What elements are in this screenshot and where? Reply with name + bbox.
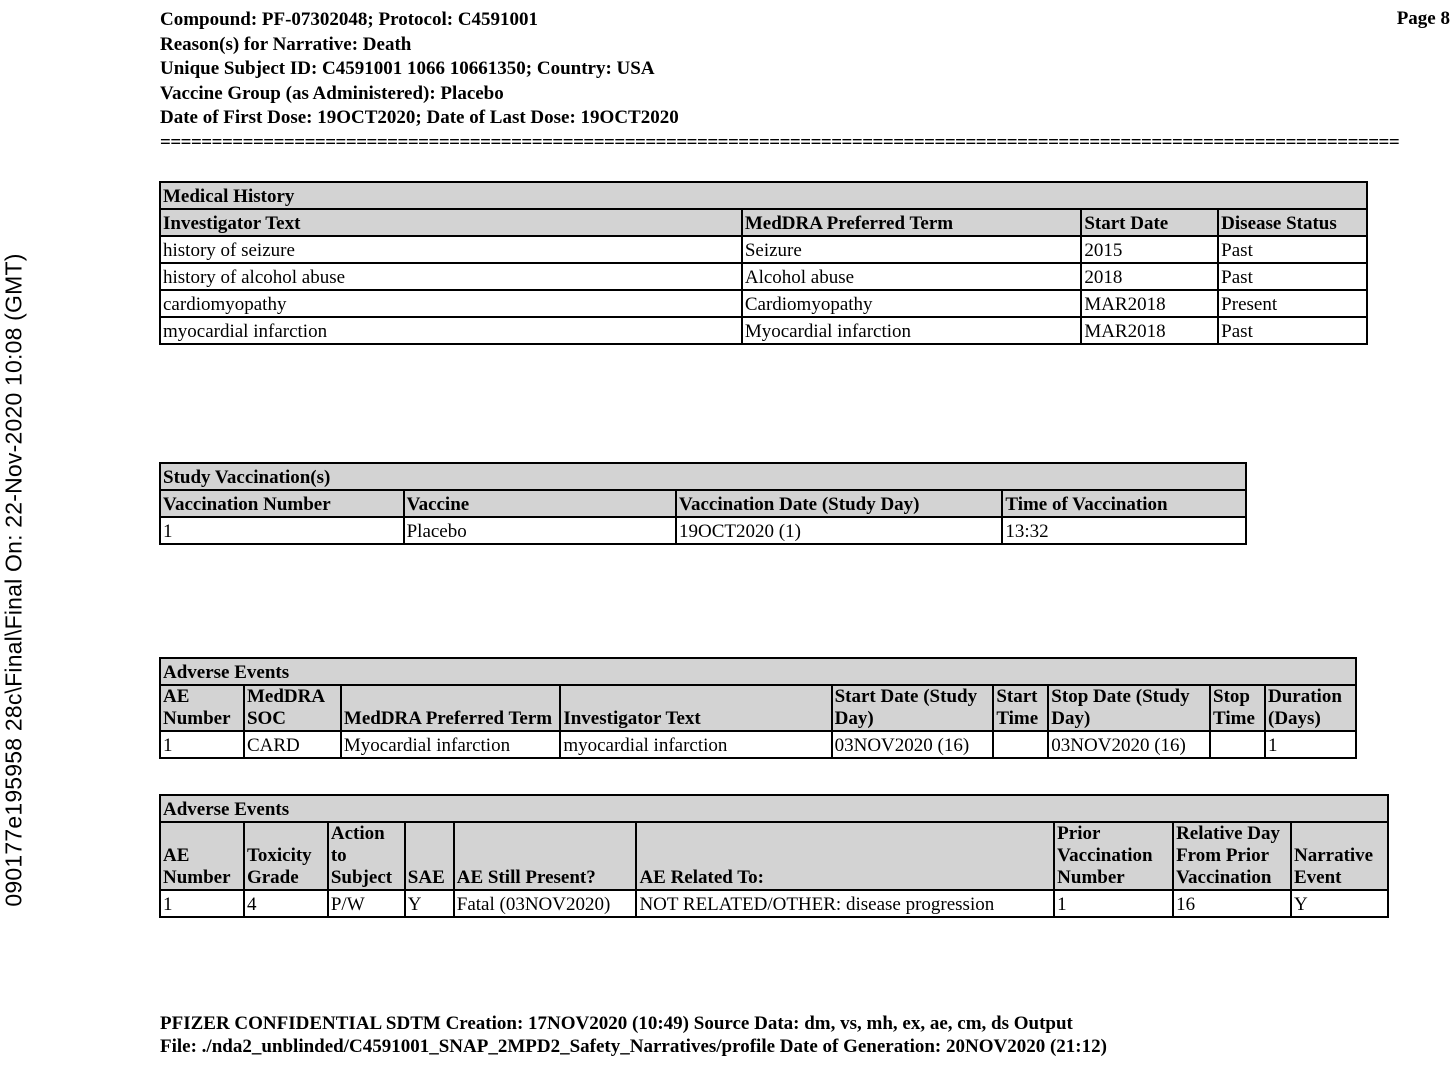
column-header: AE Number [160,822,244,890]
table-cell: 1 [160,890,244,917]
table-title: Adverse Events [160,658,1356,685]
study-vaccination-table [159,462,1247,545]
table-cell [993,731,1048,758]
table-cell: 2015 [1081,236,1218,263]
column-header: Vaccination Date (Study Day) [676,490,1002,517]
table-cell: Past [1218,236,1367,263]
column-header: AE Related To: [636,822,1054,890]
column-header: Time of Vaccination [1002,490,1246,517]
table-cell: Seizure [742,236,1081,263]
adverse-events-table-2 [159,794,1389,918]
table-cell: history of seizure [160,236,742,263]
table-cell: Y [1291,890,1388,917]
table-row [160,890,1388,917]
column-header: SAE [405,822,454,890]
table-cell: Myocardial infarction [341,731,560,758]
column-header: Start Time [993,685,1048,731]
table-cell: Fatal (03NOV2020) [454,890,637,917]
column-header: Vaccination Number [160,490,404,517]
column-header: Investigator Text [560,685,831,731]
table-cell: Placebo [404,517,676,544]
column-header: AE Number [160,685,244,731]
table-cell: 1 [1054,890,1173,917]
medical-history-table [159,181,1368,345]
column-header: Relative Day From Prior Vaccination [1173,822,1291,890]
table-cell: 2018 [1081,263,1218,290]
table-cell: Present [1218,290,1367,317]
document-id-stamp: 090177e195958 28c\Final\Final On: 22-Nov-2020 10:08 (GMT) [0,253,27,907]
table-cell: history of alcohol abuse [160,263,742,290]
table-cell: myocardial infarction [560,731,831,758]
page-number: Page 8 [1396,8,1450,29]
reason-line: Reason(s) for Narrative: Death [160,33,412,55]
table-cell: 1 [1265,731,1356,758]
vaccine-group-line: Vaccine Group (as Administered): Placebo [160,82,504,104]
compound-protocol-line: Compound: PF-07302048; Protocol: C4591001 [160,9,539,30]
table-cell: 16 [1173,890,1291,917]
table-cell: 1 [160,517,404,544]
column-header: Toxicity Grade [244,822,328,890]
column-header: MedDRA Preferred Term [341,685,560,731]
narrative-header [160,8,679,131]
table-cell: 13:32 [1002,517,1246,544]
subject-id-line: Unique Subject ID: C4591001 1066 10661350; Country: USA [160,58,655,79]
table-cell: CARD [244,731,341,758]
column-header: Start Date [1081,209,1218,236]
table-cell: Cardiomyopathy [742,290,1081,317]
table-cell: 03NOV2020 (16) [1048,731,1210,758]
table-cell: 19OCT2020 (1) [676,517,1002,544]
table-row [160,317,1367,344]
table-row [160,731,1356,758]
column-header: Narrative Event [1291,822,1388,890]
table-cell: 1 [160,731,244,758]
table-cell: P/W [328,890,405,917]
table-title: Study Vaccination(s) [160,463,1246,490]
table-cell: cardiomyopathy [160,290,742,317]
table-cell: Past [1218,317,1367,344]
table-cell: myocardial infarction [160,317,742,344]
table-title: Adverse Events [160,795,1388,822]
column-header: Prior Vaccination Number [1054,822,1173,890]
column-header: Duration (Days) [1265,685,1356,731]
table-cell: NOT RELATED/OTHER: disease progression [636,890,1054,917]
table-cell: Y [405,890,454,917]
table-cell: MAR2018 [1081,317,1218,344]
adverse-events-table-1 [159,657,1357,759]
confidential-footer [160,1012,1107,1058]
separator-rule: ======================================================================================================================== [160,132,1400,153]
column-header: Stop Time [1210,685,1265,731]
column-header: Action to Subject [328,822,405,890]
column-header: Investigator Text [160,209,742,236]
column-header: Stop Date (Study Day) [1048,685,1210,731]
table-title: Medical History [160,182,1367,209]
table-row [160,290,1367,317]
table-row [160,236,1367,263]
dose-dates-line: Date of First Dose: 19OCT2020; Date of Last Dose: 19OCT2020 [160,107,679,128]
column-header: Start Date (Study Day) [832,685,994,731]
column-header: Disease Status [1218,209,1367,236]
column-header: MedDRA Preferred Term [742,209,1081,236]
table-cell: 4 [244,890,328,917]
table-row [160,517,1246,544]
column-header: Vaccine [404,490,676,517]
table-cell: 03NOV2020 (16) [832,731,994,758]
table-cell: Alcohol abuse [742,263,1081,290]
column-header: AE Still Present? [454,822,637,890]
footer-line-1: PFIZER CONFIDENTIAL SDTM Creation: 17NOV2020 (10:49) Source Data: dm, vs, mh, ex, ae, cm, ds Output [160,1013,1073,1034]
footer-line-2: File: ./nda2_unblinded/C4591001_SNAP_2MPD2_Safety_Narratives/profile Date of Generation: 20NOV2020 (21:12) [160,1036,1107,1057]
table-cell [1210,731,1265,758]
table-row [160,263,1367,290]
table-cell: Past [1218,263,1367,290]
column-header: MedDRA SOC [244,685,341,731]
table-cell: MAR2018 [1081,290,1218,317]
table-cell: Myocardial infarction [742,317,1081,344]
